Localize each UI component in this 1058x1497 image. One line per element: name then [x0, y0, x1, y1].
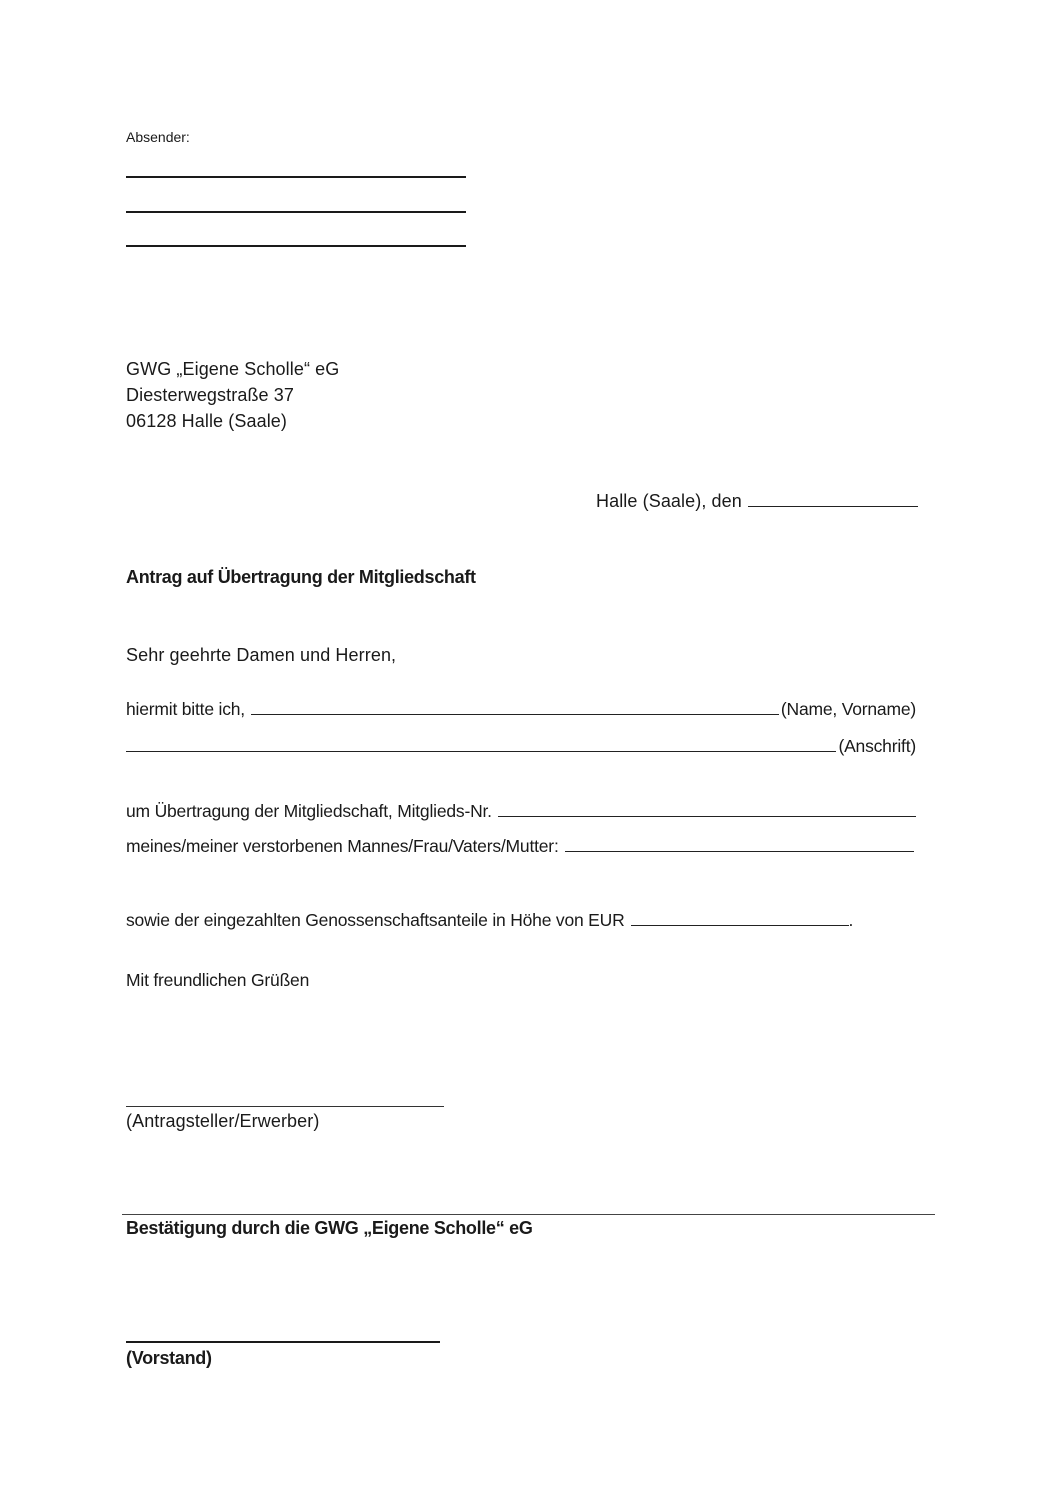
section-divider — [122, 1214, 935, 1215]
confirmation-title: Bestätigung durch die GWG „Eigene Scholle“ eG — [126, 1218, 533, 1238]
member-row — [126, 799, 916, 822]
deceased-row — [126, 834, 914, 857]
salutation: Sehr geehrte Damen und Herren, — [126, 645, 397, 665]
sender-line-1[interactable] — [126, 176, 466, 178]
shares-amount-field[interactable] — [631, 908, 849, 926]
address-suffix: (Anschrift) — [838, 736, 916, 756]
applicant-signature-label: (Antragsteller/Erwerber) — [126, 1111, 320, 1131]
recipient-city: 06128 Halle (Saale) — [126, 411, 287, 431]
board-signature-field[interactable] — [126, 1341, 440, 1343]
recipient-name: GWG „Eigene Scholle“ eG — [126, 359, 340, 379]
sender-label: Absender: — [126, 129, 190, 145]
member-number-field[interactable] — [498, 799, 916, 817]
shares-row — [126, 908, 853, 931]
recipient-street: Diesterwegstraße 37 — [126, 385, 294, 405]
deceased-field[interactable] — [565, 834, 914, 852]
name-suffix: (Name, Vorname) — [780, 699, 916, 719]
date-field[interactable] — [748, 489, 918, 507]
name-prefix: hiermit bitte ich, — [126, 699, 245, 719]
sender-line-2[interactable] — [126, 211, 466, 213]
closing: Mit freundlichen Grüßen — [126, 970, 310, 990]
deceased-prefix: meines/meiner verstorbenen Mannes/Frau/Vaters/Mutter: — [126, 836, 559, 856]
shares-prefix: sowie der eingezahlten Genossenschaftsanteile in Höhe von EUR — [126, 910, 625, 930]
name-row — [126, 697, 916, 720]
applicant-signature-field[interactable] — [126, 1106, 444, 1107]
name-field[interactable] — [251, 697, 779, 715]
board-signature-label: (Vorstand) — [126, 1348, 212, 1368]
address-row — [126, 734, 916, 757]
subject-heading: Antrag auf Übertragung der Mitgliedschaft — [126, 567, 476, 587]
shares-suffix: . — [848, 910, 854, 930]
date-prefix: Halle (Saale), den — [596, 491, 742, 511]
address-field[interactable] — [126, 734, 836, 752]
member-prefix: um Übertragung der Mitgliedschaft, Mitglieds-Nr. — [126, 801, 492, 821]
date-line — [596, 489, 918, 512]
sender-line-3[interactable] — [126, 245, 466, 247]
